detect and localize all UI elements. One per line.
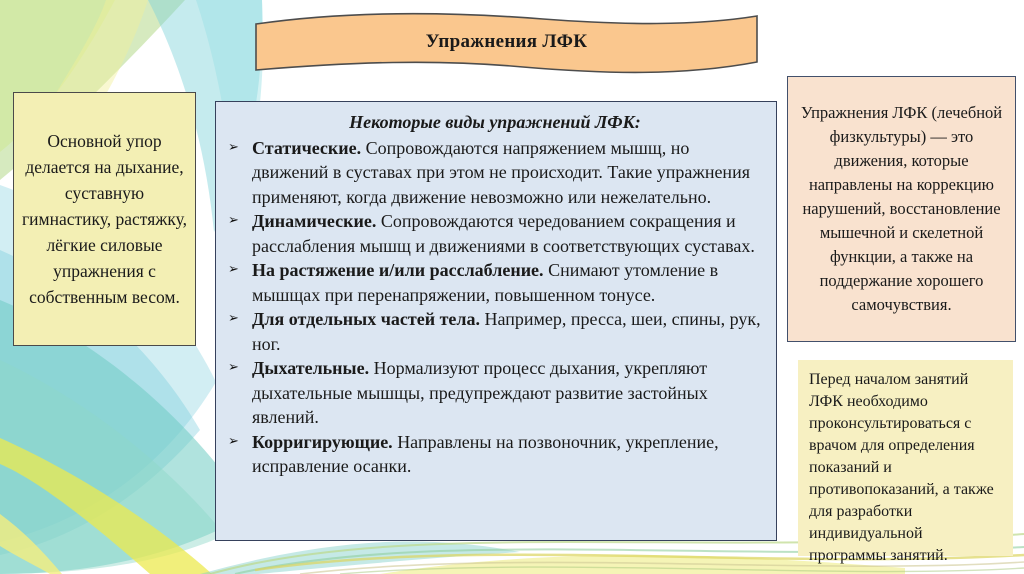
list-item-description: Нормализуют процесс дыхания, укрепляют дыхательные мышщы, предупреждают развитие застойных явлений.: [252, 358, 708, 427]
list-item: [226, 356, 764, 430]
arrow-bullet-icon: ➢: [228, 139, 239, 155]
list-item-term: Корригирующие.: [252, 431, 393, 452]
exercise-types-box: [215, 101, 777, 541]
exercise-types-heading: Некоторые виды упражнений ЛФК:: [349, 112, 641, 132]
list-item-text: [252, 307, 764, 356]
arrow-bullet-icon: ➢: [228, 213, 239, 228]
list-item-term: Статические.: [252, 137, 362, 158]
doctor-advice-box: [798, 360, 1013, 564]
list-item: [226, 258, 764, 307]
doctor-advice-text: Перед началом занятий ЛФК необходимо проконсультироваться с врачом для определения показаний и противопоказаний, а также для разработки индивидуальной программы занятий.: [809, 371, 994, 564]
arrow-bullet-icon: ➢: [228, 433, 239, 449]
arrow-bullet-icon: ➢: [228, 262, 239, 277]
definition-box: [787, 76, 1016, 342]
list-item: [226, 307, 764, 356]
list-item-term: Для отдельных частей тела.: [252, 309, 480, 329]
list-item-description: Сопровождаются чередованием сокращения и расслабления мышщ и движениями в соответствующих суставах.: [252, 211, 755, 256]
list-item-description: Сопровождаются напряжением мышщ, но движений в суставах при этом не происходит. Такие упражнения применяют, когда движение невозможно или нежелательно.: [252, 137, 750, 207]
list-item-text: [252, 430, 764, 479]
list-item-description: Направлены на позвоночник, укрепление, исправление осанки.: [252, 431, 719, 476]
list-item-text: [252, 258, 764, 307]
title-banner: [253, 6, 760, 78]
list-item: [226, 430, 764, 479]
left-note-text: Основной упор делается на дыхание, суставную гимнастику, растяжку, лёгкие силовые упражнения с собственным весом.: [21, 131, 187, 307]
definition-text: Упражнения ЛФК (лечебной физкультуры) — это движения, которые направлены на коррекцию нарушений, восстановление мышечной и скелетной функции, а также на поддержание хорошего самочувствия.: [800, 103, 1003, 314]
list-item-description: Снимают утомление в мышщах при перенапряжении, повышенном тонусе.: [252, 260, 719, 305]
slide-title: Упражнения ЛФК: [425, 31, 588, 52]
list-item-text: [252, 209, 764, 258]
list-item-text: [252, 136, 764, 210]
arrow-bullet-icon: ➢: [228, 360, 239, 375]
list-item-description: Например, пресса, шеи, спины, рук, ног.: [252, 309, 761, 354]
arrow-bullet-icon: ➢: [228, 311, 239, 326]
list-item-text: [252, 356, 764, 430]
list-item-term: Динамические.: [252, 211, 377, 231]
list-item-term: На растяжение и/или расслабление.: [252, 260, 544, 280]
list-item: [226, 209, 764, 258]
list-item: [226, 136, 764, 210]
left-note-box: [13, 92, 196, 346]
list-item-term: Дыхательные.: [252, 358, 370, 378]
exercise-types-list: [226, 136, 764, 479]
